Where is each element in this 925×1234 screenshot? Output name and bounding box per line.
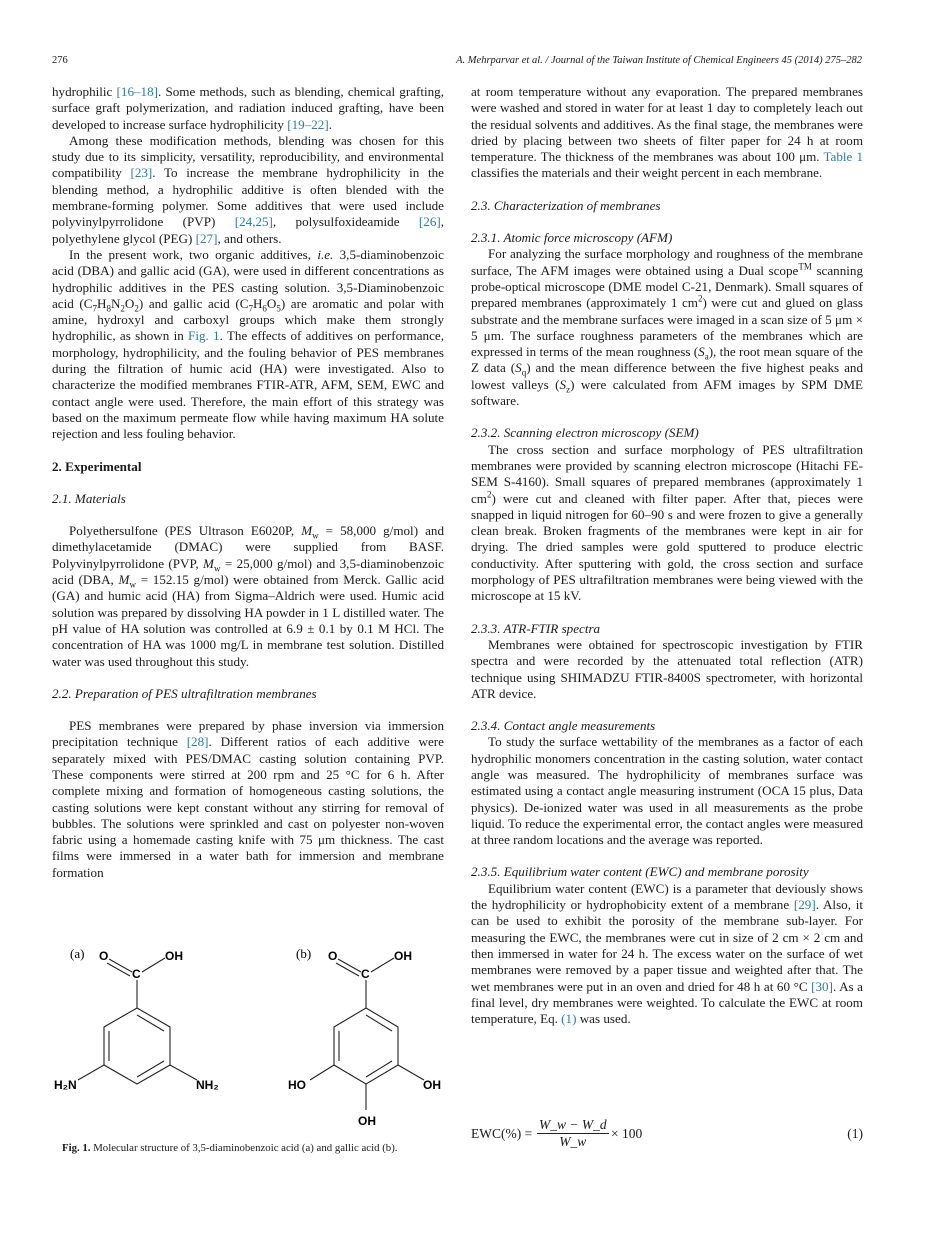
text-run: ) and gallic acid (C (138, 295, 249, 311)
atom-o: O (99, 949, 109, 963)
equation-1 (471, 1117, 863, 1157)
paragraph (52, 84, 444, 133)
citation-link[interactable]: [23] (130, 165, 153, 181)
label-b: (b) (296, 946, 312, 961)
paragraph (52, 718, 444, 881)
text-run: = 25,000 g/mol) and 3,5-diaminobenzoic acid (DBA, (52, 555, 444, 588)
text-run: hydrophilic (52, 84, 117, 99)
citation-link[interactable]: [26] (418, 214, 441, 230)
text-run: classifies the materials and their weight percent in each membrane. (471, 165, 823, 181)
citation-link[interactable]: [28] (186, 734, 209, 750)
paragraph (471, 734, 863, 848)
text-run: In the present work, two organic additives, (69, 246, 318, 262)
equation-times: × 100 (611, 1126, 643, 1141)
text-run: was used. (576, 1011, 631, 1027)
atom-oh: OH (423, 1078, 441, 1092)
text-run: , and others. (217, 230, 282, 246)
page-number: 276 (52, 55, 68, 66)
text-run: H (96, 295, 107, 311)
text-run: Membranes were obtained for spectroscopic investigation by FTIR spectra and were recorded by the attenuated total reflection (ATR) technique using SHIMADZU FTIR-8400S spectrometer, with horizontal ATR device. (471, 636, 863, 701)
text-run: = 58,000 g/mol) and dimethylacetamide (DMAC) were supplied from BASF. Polyvinylpyrrolidone (PVP, (52, 523, 444, 571)
citation-link[interactable]: [29] (793, 897, 816, 913)
atom-o: O (328, 949, 338, 963)
text-run: N (110, 295, 121, 311)
subscript: 8 (106, 303, 111, 314)
superscript: TM (798, 261, 812, 272)
section-heading (471, 425, 863, 441)
text-run: . Some methods, such as blending, chemical grafting, surface graft polymerization, and radiation induced grafting, have been developed to increase surface hydrophilicity (52, 84, 444, 132)
citation-link[interactable]: [16–18] (116, 84, 159, 99)
equation-fraction (537, 1117, 609, 1150)
paragraph (52, 247, 444, 443)
subscript: w (213, 563, 221, 574)
citation-link[interactable]: Table 1 (823, 149, 863, 165)
subscript: 7 (248, 303, 253, 314)
paragraph (52, 133, 444, 247)
superscript: 2 (487, 489, 492, 500)
text-run: ) were cut and cleaned with filter paper. After that, pieces were snapped in liquid nitrogen for 60–90 s and were frozen to give a generally clean break. Broken fragments of the membranes were kept in air for drying. The dried samples were gold sputtered to produce electric conductivity. After sputtering with gold, the cross section and surface morphology of PES ultrafiltration membranes were being viewed with the microscope at 15 kV. (471, 490, 863, 604)
paragraph (471, 84, 863, 182)
subscript: 6 (262, 303, 267, 314)
caption-label: Fig. 1. (62, 1142, 91, 1154)
citation-link[interactable]: [24,25] (234, 214, 273, 230)
text-run: For analyzing the surface morphology and roughness of the membrane surface, The AFM images were obtained using a Dual scope (471, 246, 863, 278)
text-run: Equilibrium water content (EWC) is a parameter that deviously shows the hydrophilicity or hydrophobicity extent of a membrane (471, 880, 863, 913)
left-column (52, 84, 444, 881)
text-run: The cross section and surface morphology of PES ultrafiltration membranes were provided by scanning electron microscope (Hitachi FE-SEM S-4160). Small squares of prepared membranes (approximately 1 cm (471, 441, 863, 506)
text-run: To study the surface wettability of the membranes as a factor of each hydrophilic monomers concentration in the casting solution, water contact angle was measured. The hydrophilicity of membranes surface was estimated using a contact angle measuring instrument (OCA 15 plus, Data physics). De-ionized water was used in all measurements as the probe liquid. To reduce the experimental error, the contact angles were measured at three random locations and the average was reported. (471, 734, 863, 848)
text-run: O (266, 295, 277, 311)
section-heading (471, 198, 863, 214)
text-run: 2.3. Characterization of membranes (471, 197, 661, 213)
text-run: ) and the mean difference between the five highest peaks and lowest valleys ( (471, 360, 863, 392)
citation-link[interactable]: [30] (811, 978, 833, 994)
text-run: 2.3.5. Equilibrium water content (EWC) and membrane porosity (471, 864, 809, 880)
italic-text: S (515, 360, 522, 376)
subscript: w (129, 579, 136, 590)
citation-link[interactable]: (1) (561, 1011, 577, 1027)
text-run: at room temperature without any evaporation. The prepared membranes were washed and stored in water for at least 1 day to completely leach out the residual solvents and additives. As the final stage, the membranes were dried by placing between two sheets of filter paper for 24 h at room temperature. The thickness of the membranes was about 100 μm. (471, 84, 863, 165)
atom-h2n: H₂N (54, 1078, 77, 1092)
subscript: a (704, 351, 709, 362)
italic-text: S (698, 344, 705, 360)
section-heading (52, 686, 444, 702)
section-heading (52, 459, 444, 475)
subscript: z (566, 384, 571, 395)
equation-numerator: W_w − W_d (539, 1117, 607, 1132)
text-run: , polysulfoxideamide (272, 214, 419, 230)
italic-text: M (301, 523, 313, 539)
atom-oh: OH (358, 1114, 376, 1128)
section-heading (52, 491, 444, 507)
atom-c: C (361, 967, 370, 981)
section-heading (471, 864, 863, 880)
text-run: . To increase the membrane hydrophilicity in the blending method, a hydrophilic additive is often blended with the membrane-forming polymer. Some additives that were used include polyvinylpyrrolidone (PVP) (52, 165, 444, 230)
citation-link[interactable]: Fig. 1 (188, 328, 220, 344)
text-run: Among these modification methods, blending was chosen for this study due to its simplicity, versatility, reproducibility, and environmental compatibility (52, 132, 444, 181)
text-run: 2.3.3. ATR-FTIR spectra (471, 620, 601, 636)
figure-caption (62, 1142, 397, 1154)
subscript: q (521, 368, 527, 379)
equation-lhs: EWC(%) = (471, 1126, 533, 1141)
paragraph (471, 246, 863, 409)
running-head: A. Mehrparvar et al. / Journal of the Taiwan Institute of Chemical Engineers 45 (2014) 275–282 (456, 55, 862, 66)
atom-oh: OH (394, 949, 412, 963)
text-run: . Also, it can be used to exhibit the porosity of the membrane sub-layer. For measuring the EWC, the membranes were cut in size of 2 cm × 2 cm and then immersed in water for 24 h. The excess water on the surface of wet membranes were removed by a paper tissue and weighted after that. The wet membranes were put in an oven and dried for 48 h at 60 °C (471, 897, 863, 994)
section-heading (471, 621, 863, 637)
atom-c: C (132, 967, 141, 981)
right-column (471, 84, 863, 1027)
text-run: 2.3.1. Atomic force microscopy (AFM) (471, 230, 673, 246)
atom-oh: OH (165, 949, 183, 963)
text-run: 2. Experimental (52, 458, 142, 474)
text-run: . (328, 116, 332, 132)
text-run: H (252, 295, 263, 311)
paragraph (52, 523, 444, 670)
text-run: . As a final level, dry membranes were weighted. To calculate the EWC at room temperature, Eq. (471, 978, 863, 1027)
text-run: 3,5-diaminobenzoic acid (DBA) and gallic acid (GA), were used in different concentrations as hydrophilic additives in the PES casting solution. 3,5-Diaminobenzoic acid (C (52, 246, 444, 311)
text-run: , polyethylene glycol (PEG) (52, 214, 445, 246)
text-run: 2.1. Materials (52, 490, 126, 506)
italic-text: S (559, 376, 567, 392)
paragraph (471, 442, 863, 605)
label-a: (a) (70, 946, 85, 961)
italic-text: M (118, 572, 130, 588)
atom-nh2: NH₂ (196, 1078, 219, 1092)
molecular-structures (52, 940, 444, 1140)
citation-link[interactable]: [27] (195, 230, 218, 246)
subscript: 2 (134, 303, 139, 314)
text-run: ) were calculated from AFM images by SPM DME software. (471, 376, 863, 409)
italic-text: M (203, 555, 214, 571)
text-run: . Different ratios of each additive were separately mixed with PES/DMAC casting solution containing PVP. These components were stirred at 200 rpm and 25 °C for 6 h. After complete mixing and formation of homogeneous casting solutions, the casting solutions were kept constant without any stirring for removal of bubbles. The solutions were sprinkled and cast on polyester non-woven fabric using a homemade casting knife with 75 μm thickness. The cast films were immersed in a water bath for immersion and membrane formation (52, 734, 444, 880)
text-run: O (124, 295, 135, 311)
figure-1 (52, 940, 444, 1170)
text-run: ), the root mean square of the Z data ( (471, 344, 863, 376)
text-run: = 152.15 g/mol) were obtained from Merck. Gallic acid (GA) and humic acid (HA) from Sigma–Aldrich were used. Humic acid solution was prepared by dissolving HA powder in 1 L distilled water. The pH value of HA solution was controlled at 6.9 ± 0.1 by 0.1 M HCl. The concentration of HA was 1000 mg/L in membrane test solution. Distilled water was used throughout this study. (52, 572, 445, 669)
text-run: . The effects of additives on performance, morphology, hydrophilicity, and the fouling behavior of PES membranes during the filtration of humic acid (HA) were investigated. Also to characterize the modified membranes FTIR-ATR, AFM, SEM, EWC and contact angle were used. Therefore, the main effort of this strategy was based on the maximum permeate flow while having maximum HA solute rejection and less fouling behavior. (52, 328, 444, 442)
section-heading (471, 718, 863, 734)
italic-text: i.e. (317, 246, 334, 262)
text-run: 2.3.2. Scanning electron microscopy (SEM) (471, 425, 699, 441)
citation-link[interactable]: [19–22] (287, 116, 329, 132)
caption-text: Molecular structure of 3,5-diaminobenzoic acid (a) and gallic acid (b). (90, 1142, 398, 1154)
atom-ho: HO (288, 1078, 306, 1092)
subscript: 2 (120, 303, 125, 314)
paragraph (471, 637, 863, 702)
superscript: 2 (697, 293, 703, 304)
text-run: 2.2. Preparation of PES ultrafiltration membranes (52, 685, 317, 701)
text-run: scanning probe-optical microscope (DME model C-21, Denmark). Small squares of prepared membranes (approximately 1 cm (471, 262, 863, 311)
paragraph (471, 881, 863, 1028)
text-run: 2.3.4. Contact angle measurements (471, 718, 656, 734)
section-heading (471, 230, 863, 246)
subscript: w (312, 530, 319, 541)
text-run: ) are aromatic and polar with amine, hydroxyl and carboxyl groups which make them strongly hydrophilic, as shown in (52, 295, 444, 344)
equation-number: (1) (847, 1126, 863, 1141)
text-run: PES membranes were prepared by phase inversion via immersion precipitation technique (52, 718, 444, 750)
text-run: ) were cut and glued on glass substrate and the membrane surfaces were imaged in a scan size of 5 μm × 5 μm. The surface roughness parameters of the membranes which are expressed in terms of the mean roughness ( (471, 295, 863, 360)
subscript: 5 (276, 303, 281, 314)
subscript: 7 (92, 303, 97, 314)
equation-denominator: W_w (559, 1134, 587, 1149)
text-run: Polyethersulfone (PES Ultrason E6020P, (69, 523, 302, 539)
